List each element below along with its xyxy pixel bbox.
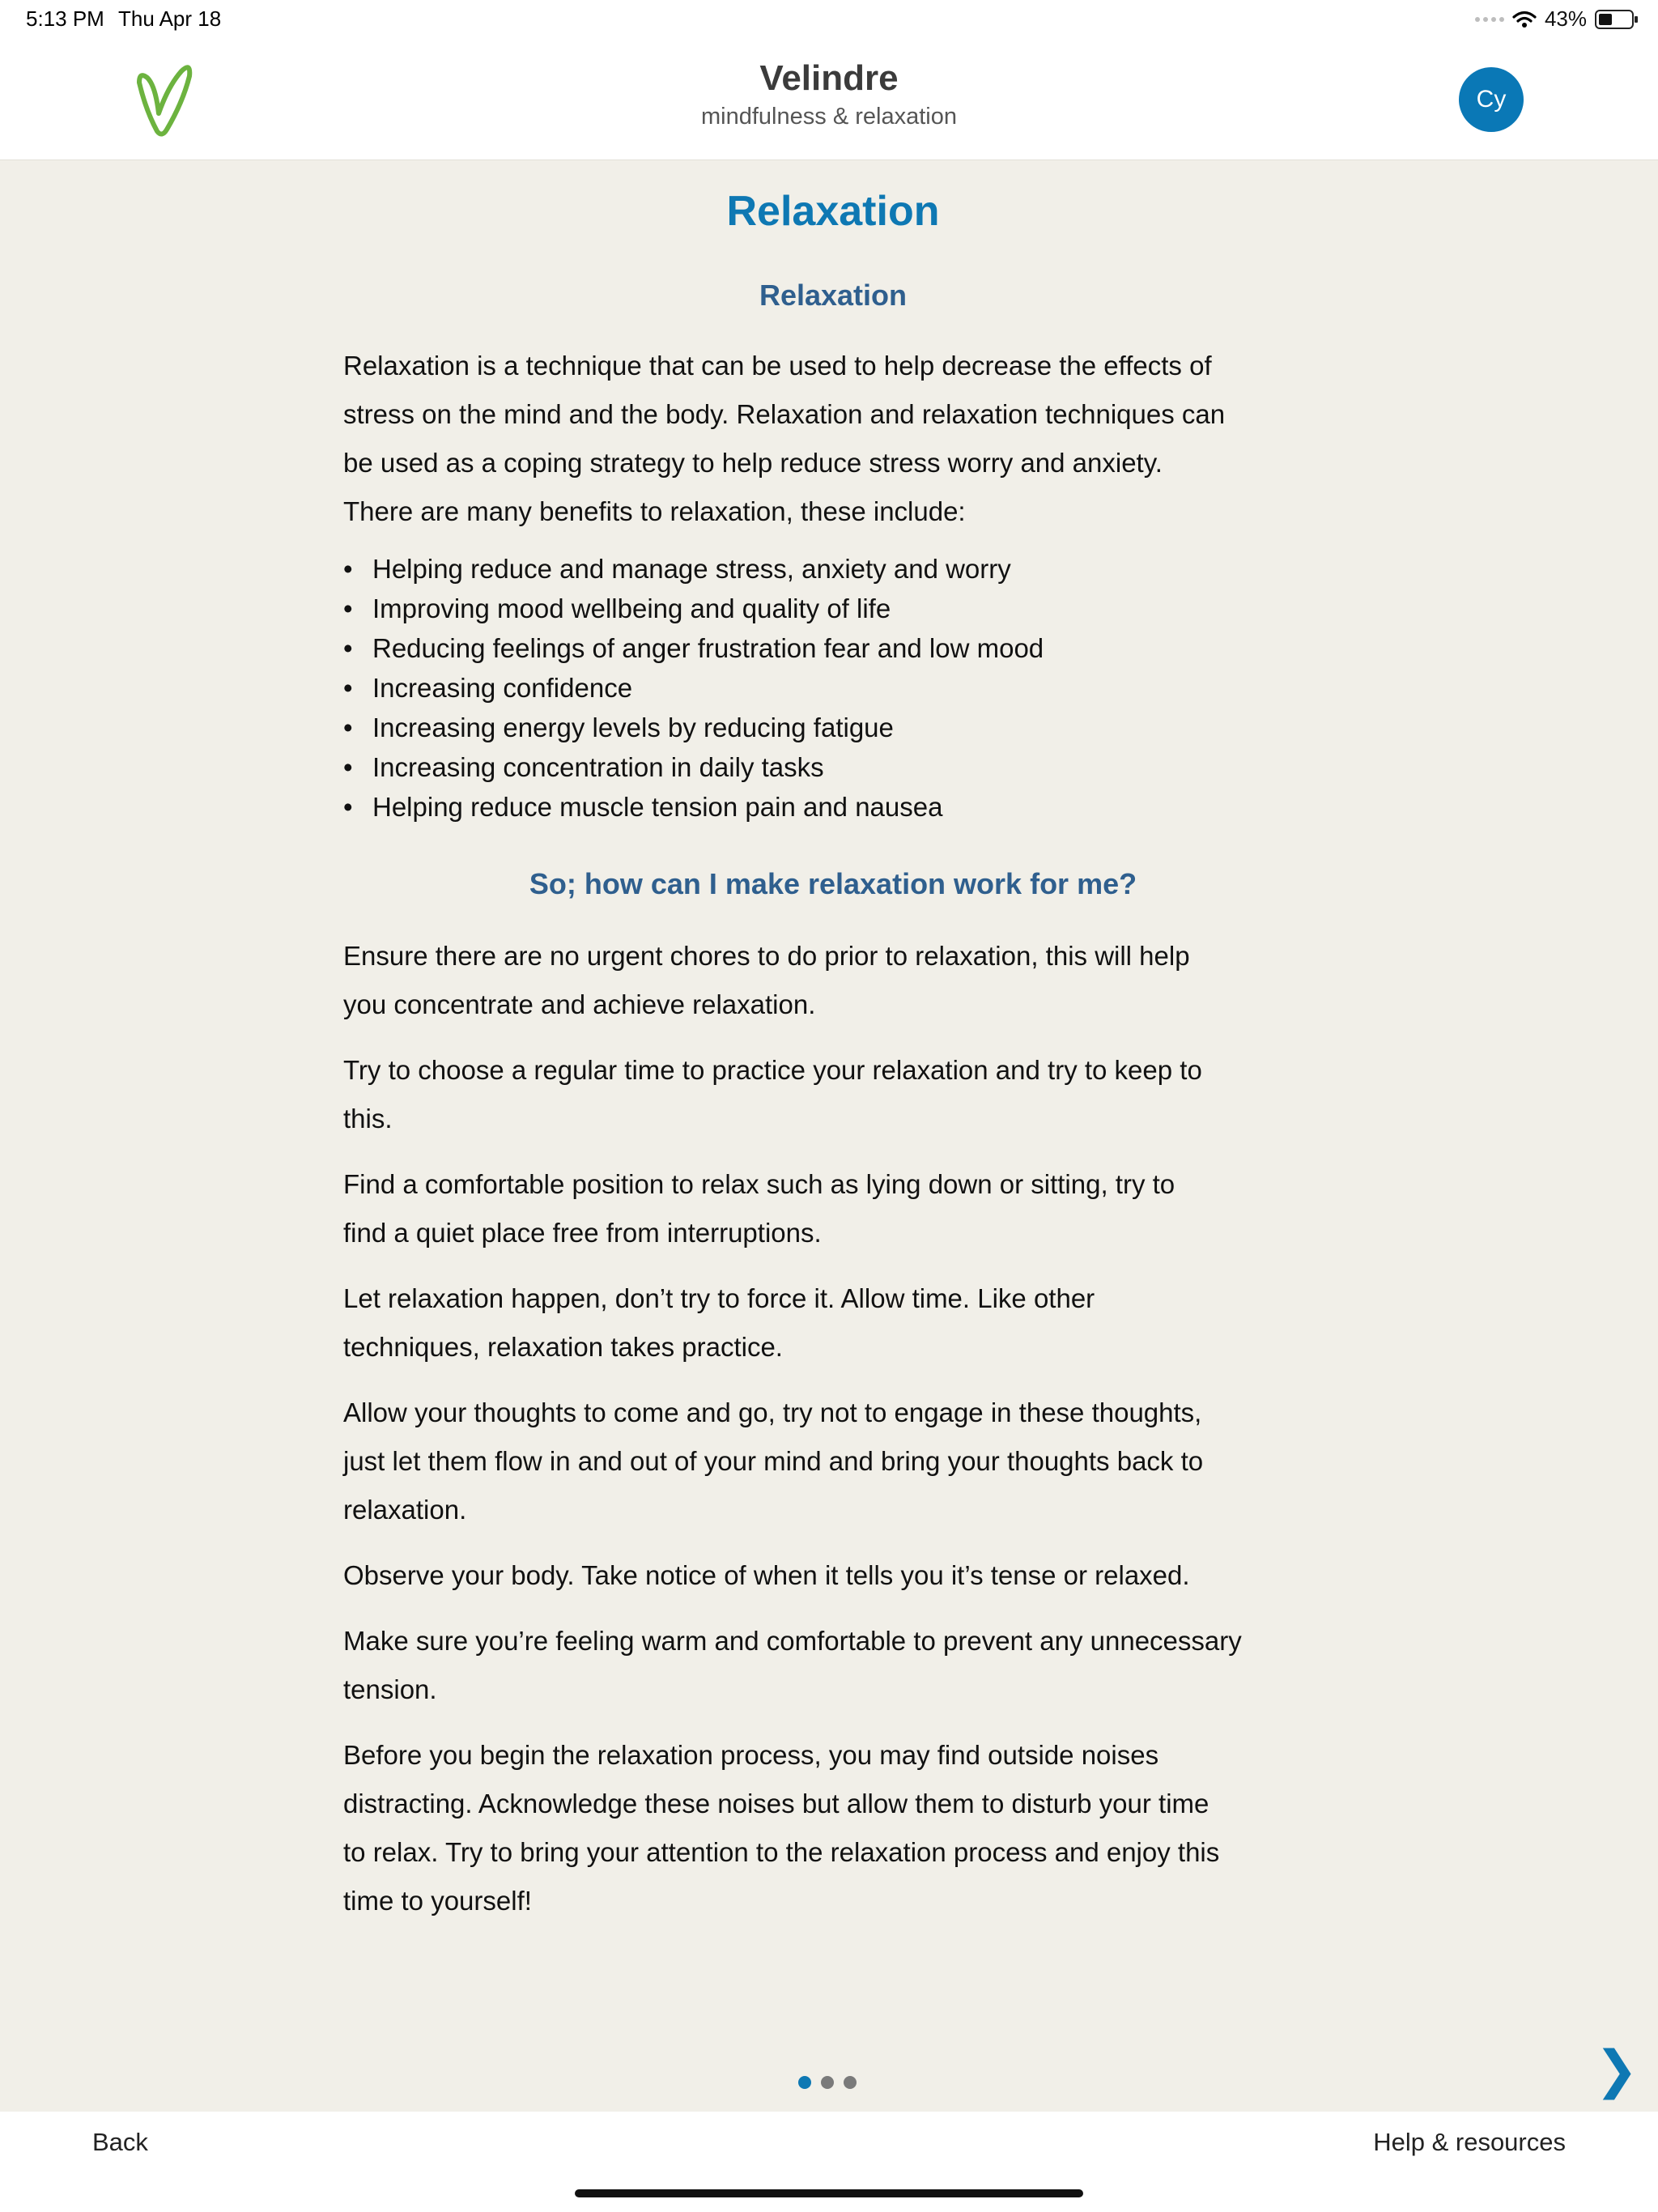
welsh-language-button[interactable]: Cy — [1459, 67, 1524, 132]
tip-paragraph — [343, 1617, 1323, 1714]
tip-line: Make sure you’re feeling warm and comfortable to prevent any unnecessary — [343, 1626, 1242, 1656]
section-heading-relaxation: Relaxation — [759, 279, 908, 312]
benefit-list-item: • Helping reduce and manage stress, anxiety and worry — [343, 549, 1323, 589]
status-date: Thu Apr 18 — [118, 6, 222, 31]
bottom-bar — [0, 2112, 1658, 2212]
app-subtitle: mindfulness & relaxation — [701, 104, 957, 130]
tip-paragraph — [343, 932, 1323, 1029]
tip-line: Try to choose a regular time to practice your relaxation and try to keep to — [343, 1055, 1202, 1085]
help-resources-button[interactable]: Help & resources — [1373, 2128, 1566, 2156]
tip-line: Find a comfortable position to relax such as lying down or sitting, try to — [343, 1169, 1175, 1199]
back-button[interactable]: Back — [92, 2128, 148, 2156]
tip-line: just let them flow in and out of your mind and bring your thoughts back to — [343, 1446, 1204, 1476]
tip-line: Let relaxation happen, don’t try to force it. Allow time. Like other — [343, 1283, 1095, 1313]
intro-line: There are many benefits to relaxation, these include: — [343, 496, 966, 526]
benefit-list-item: • Helping reduce muscle tension pain and nausea — [343, 787, 1323, 827]
tips-paragraphs — [343, 932, 1323, 1925]
page-dot[interactable] — [821, 2076, 834, 2089]
tip-line: to relax. Try to bring your attention to the relaxation process and enjoy this — [343, 1837, 1220, 1867]
benefit-list-item: • Reducing feelings of anger frustration fear and low mood — [343, 628, 1323, 668]
tip-line: tension. — [343, 1674, 437, 1704]
page-dot[interactable] — [798, 2076, 811, 2089]
benefits-list — [343, 549, 1323, 827]
tip-line: Allow your thoughts to come and go, try not to engage in these thoughts, — [343, 1397, 1202, 1427]
tip-line: distracting. Acknowledge these noises but allow them to disturb your time — [343, 1789, 1209, 1819]
battery-percent: 43% — [1544, 6, 1587, 31]
tip-paragraph — [343, 1551, 1323, 1600]
tip-line: relaxation. — [343, 1495, 467, 1525]
tip-line: find a quiet place free from interruptions. — [343, 1218, 822, 1248]
chevron-right-icon: ❯ — [1595, 2040, 1639, 2099]
page-dot[interactable] — [844, 2076, 857, 2089]
status-indicators — [1475, 6, 1634, 32]
tip-line: this. — [343, 1104, 393, 1134]
tip-paragraph — [343, 1160, 1323, 1257]
benefit-list-item: • Improving mood wellbeing and quality of life — [343, 589, 1323, 628]
intro-line: be used as a coping strategy to help reduce stress worry and anxiety. — [343, 448, 1163, 478]
benefit-list-item: • Increasing concentration in daily tasks — [343, 747, 1323, 787]
battery-icon — [1595, 10, 1634, 29]
top-bar — [0, 0, 1658, 160]
tip-paragraph — [343, 1731, 1323, 1925]
next-page-button[interactable] — [1595, 2040, 1639, 2099]
wifi-icon — [1512, 11, 1537, 28]
article-content — [343, 186, 1323, 1942]
app-title: Velindre — [759, 58, 899, 98]
status-time: 5:13 PM — [26, 6, 104, 31]
tip-line: Ensure there are no urgent chores to do prior to relaxation, this will help — [343, 941, 1190, 971]
tip-line: you concentrate and achieve relaxation. — [343, 989, 816, 1019]
page-title: Relaxation — [726, 188, 940, 235]
page-indicator — [798, 2076, 857, 2089]
benefit-list-item: • Increasing energy levels by reducing fatigue — [343, 708, 1323, 747]
tip-paragraph — [343, 1274, 1323, 1372]
tip-paragraph — [343, 1389, 1323, 1534]
home-indicator[interactable] — [575, 2189, 1083, 2197]
intro-paragraph — [343, 342, 1323, 536]
tip-paragraph — [343, 1046, 1323, 1143]
section-heading-how-to: So; how can I make relaxation work for me? — [529, 867, 1137, 900]
cellular-signal-icon — [1475, 17, 1504, 22]
tip-line: techniques, relaxation takes practice. — [343, 1332, 783, 1362]
intro-line: Relaxation is a technique that can be used to help decrease the effects of — [343, 351, 1212, 381]
tip-line: time to yourself! — [343, 1886, 532, 1916]
intro-line: stress on the mind and the body. Relaxation and relaxation techniques can — [343, 399, 1226, 429]
tip-line: Before you begin the relaxation process, you may find outside noises — [343, 1740, 1159, 1770]
benefit-list-item: • Increasing confidence — [343, 668, 1323, 708]
tip-line: Observe your body. Take notice of when it tells you it’s tense or relaxed. — [343, 1560, 1190, 1590]
